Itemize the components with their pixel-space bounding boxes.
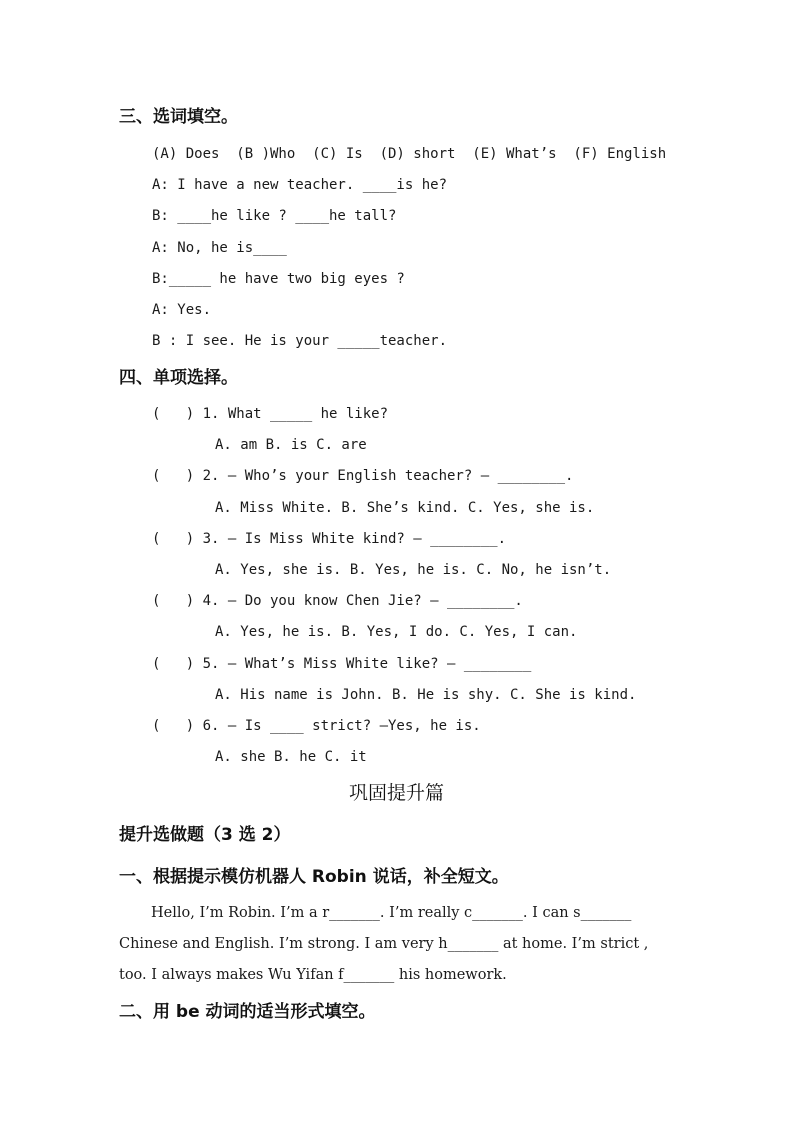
answer-choices-1: A. am B. is C. are: [215, 437, 367, 453]
question-2: ( ) 2. — Who’s your English teacher? — ________.: [152, 468, 574, 484]
section4-heading: 四、单项选择。: [119, 368, 238, 388]
consolidation-title: 巩固提升篇: [348, 782, 444, 804]
question-4: ( ) 4. — Do you know Chen Jie? — ________.: [152, 593, 523, 609]
answer-choices-5: A. His name is John. B. He is shy. C. She is kind.: [215, 687, 637, 703]
dialogue-line-2: B: ____he like ? ____he tall?: [152, 208, 397, 224]
answer-choices-6: A. she B. he C. it: [215, 749, 367, 765]
word-options: (A) Does (B )Who (C) Is (D) short (E) What’s (F) English: [152, 146, 667, 162]
part1-heading: 一、根据提示模仿机器人 Robin 说话，补全短文。: [119, 867, 509, 887]
dialogue-line-4: B:_____ he have two big eyes ?: [152, 271, 405, 287]
paragraph-line-2: Chinese and English. I’m strong. I am very h_______ at home. I’m strict ,: [119, 936, 649, 952]
dialogue-line-6: B : I see. He is your _____teacher.: [152, 333, 448, 349]
question-5: ( ) 5. — What’s Miss White like? — ________: [152, 656, 532, 672]
section3-heading: 三、选词填空。: [119, 107, 238, 127]
question-1: ( ) 1. What _____ he like?: [152, 406, 389, 422]
dialogue-line-3: A: No, he is____: [152, 240, 287, 256]
answer-choices-4: A. Yes, he is. B. Yes, I do. C. Yes, I can.: [215, 624, 578, 640]
answer-choices-2: A. Miss White. B. She’s kind. C. Yes, she is.: [215, 500, 595, 516]
question-3: ( ) 3. — Is Miss White kind? — ________.: [152, 531, 507, 547]
part2-heading: 二、用 be 动词的适当形式填空。: [119, 1002, 376, 1022]
paragraph-line-3: too. I always makes Wu Yifan f_______ his homework.: [119, 967, 507, 983]
question-6: ( ) 6. — Is ____ strict? —Yes, he is.: [152, 718, 481, 734]
dialogue-line-1: A: I have a new teacher. ____is he?: [152, 177, 448, 193]
dialogue-line-5: A: Yes.: [152, 302, 212, 318]
answer-choices-3: A. Yes, she is. B. Yes, he is. C. No, he isn’t.: [215, 562, 612, 578]
paragraph-line-1: Hello, I’m Robin. I’m a r_______. I’m really c_______. I can s_______: [151, 905, 632, 921]
consolidation-subtitle: 提升选做题（3 选 2）: [119, 825, 291, 845]
